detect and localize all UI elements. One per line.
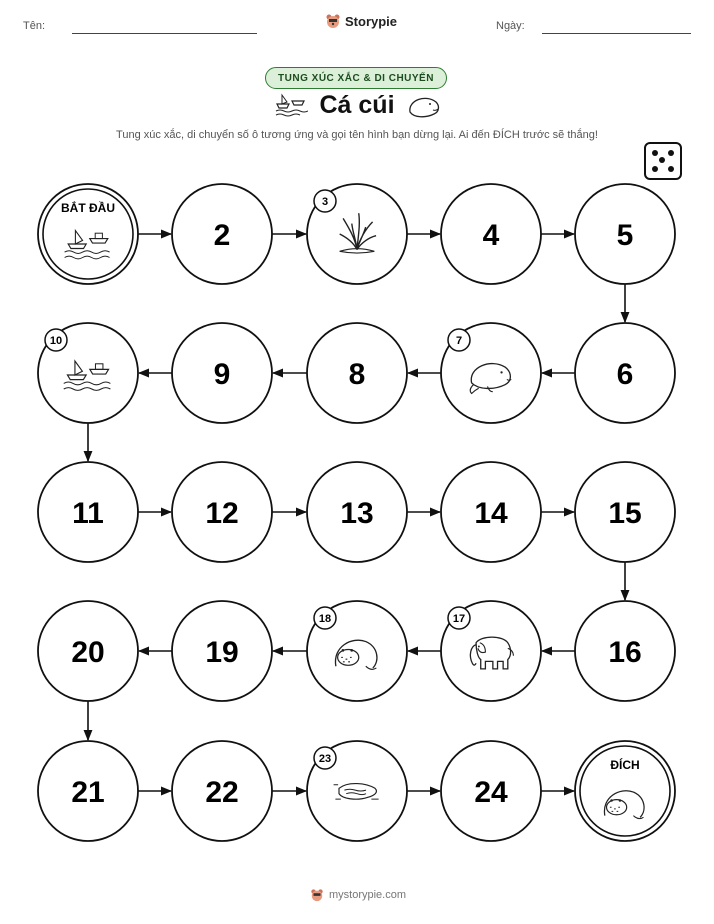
board-cell-15[interactable] <box>575 462 675 562</box>
board-cell-16[interactable] <box>575 601 675 701</box>
cell-number-badge-text: 3 <box>321 196 329 208</box>
cell-number: 15 <box>608 497 642 530</box>
board-cell-12[interactable] <box>172 462 272 562</box>
instructions: Tung xúc xắc, di chuyển số ô tương ứng và gọi tên hình bạn dừng lại. Ai đến ĐÍCH trước sẽ thắng! <box>116 129 598 141</box>
cell-number: 14 <box>474 497 508 530</box>
cell-number: 9 <box>213 358 231 391</box>
cell-number: 4 <box>482 219 500 252</box>
cell-number-badge-text: 18 <box>318 613 332 625</box>
start-label: BẮT ĐẦU <box>61 201 115 215</box>
cell-number: 5 <box>616 219 634 252</box>
board-cell-19[interactable] <box>172 601 272 701</box>
cell-number-badge-text: 23 <box>318 753 332 765</box>
cell-number: 16 <box>608 636 642 669</box>
board-cell-22[interactable] <box>172 741 272 841</box>
footer-site: mystorypie.com <box>329 889 407 901</box>
cell-number: 21 <box>71 776 105 809</box>
board-cell-6[interactable] <box>575 323 675 423</box>
brand-name: Storypie <box>345 13 398 29</box>
date-label: Ngày: <box>496 20 525 32</box>
cell-number-badge-text: 10 <box>49 335 63 347</box>
board-cell-10[interactable] <box>38 323 138 423</box>
page-title: Cá cúi <box>319 91 395 119</box>
cell-number: 12 <box>205 497 239 530</box>
board-cell-17[interactable] <box>441 601 541 701</box>
board-cell-23[interactable] <box>307 741 407 841</box>
cell-number: 19 <box>205 636 239 669</box>
board-cell-2[interactable] <box>172 184 272 284</box>
game-type-badge: TUNG XÚC XẮC & DI CHUYỂN <box>265 67 447 89</box>
cell-number: 2 <box>213 219 231 252</box>
finish-cell[interactable] <box>575 741 675 841</box>
board-cell-20[interactable] <box>38 601 138 701</box>
board-cell-7[interactable] <box>441 323 541 423</box>
cell-number: 24 <box>474 776 508 809</box>
cell-number: 22 <box>205 776 239 809</box>
board-cell-18[interactable] <box>307 601 407 701</box>
cell-number: 8 <box>348 358 366 391</box>
cell-number-badge-text: 17 <box>452 613 466 625</box>
finish-label: ĐÍCH <box>610 758 640 772</box>
board-cell-4[interactable] <box>441 184 541 284</box>
board-cell-21[interactable] <box>38 741 138 841</box>
cell-number: 11 <box>72 497 104 530</box>
cell-number-badge-text: 7 <box>455 335 463 347</box>
cell-number: 20 <box>71 636 105 669</box>
footer <box>310 888 406 902</box>
cell-number: 6 <box>616 358 634 391</box>
cell-number: 13 <box>340 497 374 530</box>
board-cell-11[interactable] <box>38 462 138 562</box>
board-cell-8[interactable] <box>307 323 407 423</box>
board-cell-24[interactable] <box>441 741 541 841</box>
board-cell-9[interactable] <box>172 323 272 423</box>
bear-icon <box>310 888 324 902</box>
board-cell-5[interactable] <box>575 184 675 284</box>
board-cell-13[interactable] <box>307 462 407 562</box>
name-label: Tên: <box>23 20 46 32</box>
start-cell[interactable] <box>38 184 138 284</box>
board-cell-14[interactable] <box>441 462 541 562</box>
board-cell-3[interactable] <box>307 184 407 284</box>
